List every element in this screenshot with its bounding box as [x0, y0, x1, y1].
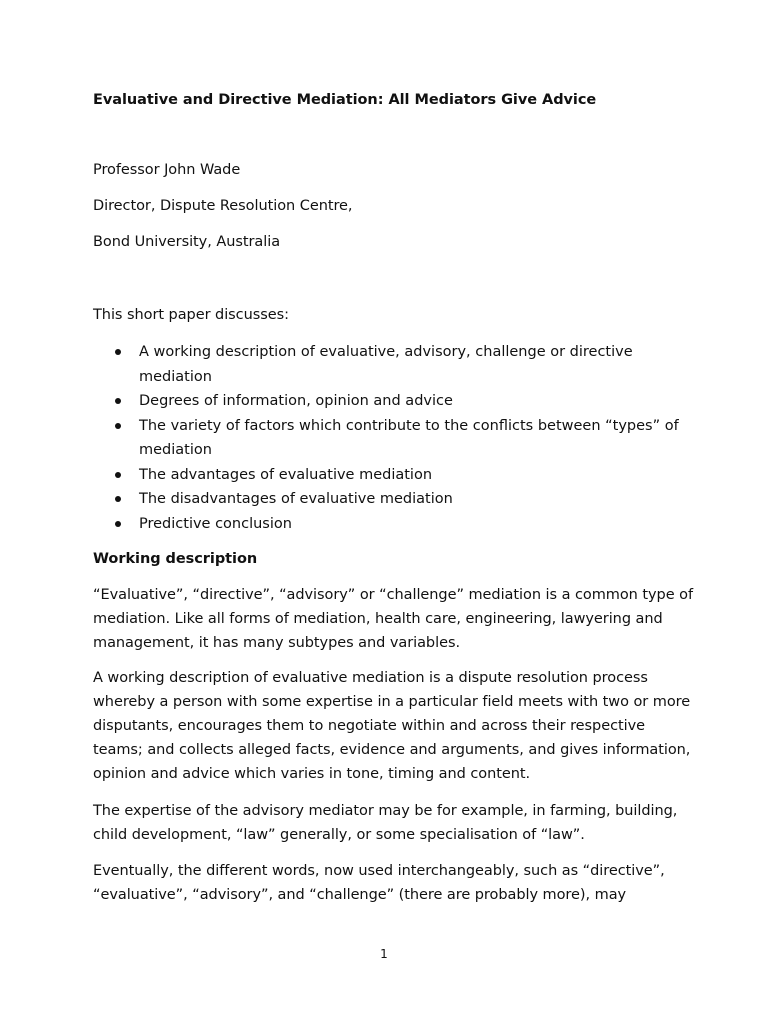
- bullet-icon: [115, 496, 121, 502]
- list-item: [93, 487, 683, 512]
- list-item-text: Predictive conclusion: [139, 515, 292, 532]
- list-item: [93, 340, 683, 389]
- list-item: [93, 512, 683, 537]
- bullet-icon: [115, 398, 121, 404]
- list-item: [93, 389, 683, 414]
- paragraph: “Evaluative”, “directive”, “advisory” or “challenge” mediation is a common type of mediation. Like all forms of mediation, health care, engineering, lawyering and management, it has many subtypes and variables.: [93, 587, 694, 651]
- paragraph: A working description of evaluative mediation is a dispute resolution process whereby a person with some expertise in a particular field meets with two or more disputants, encourages them to negotiate within and across their respective teams; and collects alleged facts, evidence and arguments, and gives information, opinion and advice which varies in tone, timing and content.: [93, 670, 691, 782]
- list-item-text: The disadvantages of evaluative mediation: [139, 491, 453, 507]
- bullet-icon: [115, 423, 121, 429]
- list-item: [93, 414, 683, 463]
- bullet-icon: [115, 521, 121, 527]
- author-role: Director, Dispute Resolution Centre,: [93, 198, 353, 214]
- page-number: 1: [380, 947, 388, 961]
- author-name: Professor John Wade: [93, 162, 241, 178]
- list-item-text: Degrees of information, opinion and advice: [139, 393, 453, 409]
- paragraph: Eventually, the different words, now used interchangeably, such as “directive”, “evaluative”, “advisory”, and “challenge” (there are probably more), may: [93, 863, 665, 903]
- intro-text: This short paper discusses:: [93, 307, 289, 323]
- paragraph: The expertise of the advisory mediator may be for example, in farming, building, child development, “law” generally, or some specialisation of “law”.: [93, 803, 678, 843]
- section-heading: Working description: [93, 551, 258, 567]
- topics-list: [93, 340, 683, 536]
- list-item-text: A working description of evaluative, advisory, challenge or directive mediation: [139, 344, 633, 385]
- list-item: [93, 463, 683, 488]
- bullet-icon: [115, 349, 121, 355]
- list-item-text: The advantages of evaluative mediation: [139, 466, 433, 483]
- author-affiliation: Bond University, Australia: [93, 234, 281, 250]
- bullet-icon: [115, 472, 121, 478]
- list-item-text: The variety of factors which contribute to the conflicts between “types” of mediation: [139, 417, 679, 458]
- document-title: Evaluative and Directive Mediation: All Mediators Give Advice: [93, 92, 597, 108]
